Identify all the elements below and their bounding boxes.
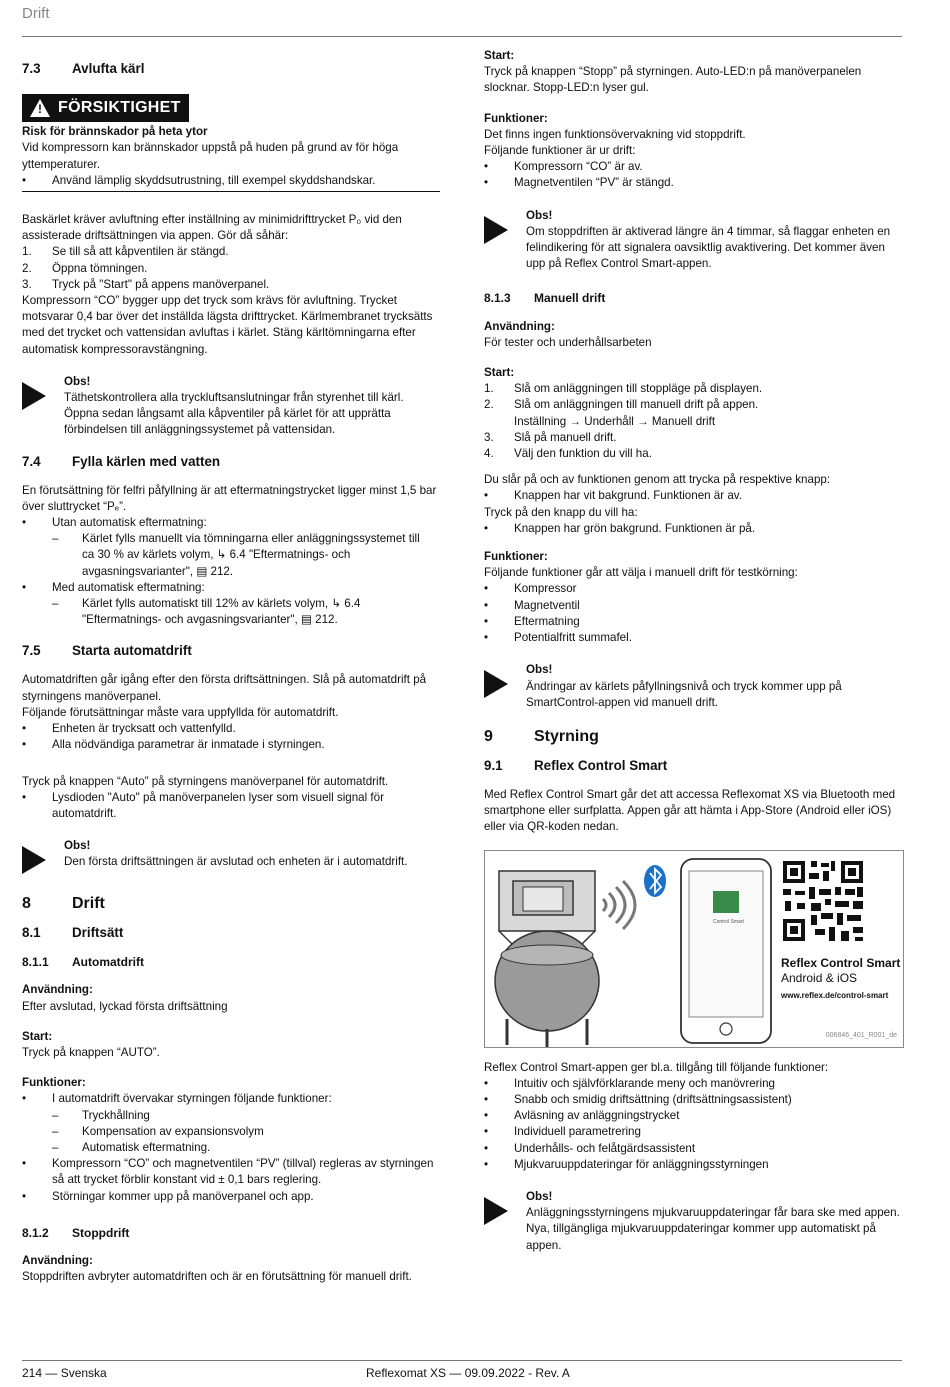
note-box: Obs! Anläggningsstyrningens mjukvaruuppdateringar får bara ske med appen. Nya, tillgängliga mjukvaruuppdateringar kommer upp automatiskt på appen. bbox=[484, 1189, 904, 1254]
warning-text: Vid kompressorn kan brännskador uppstå på huden på grund av för höga yttemperaturer. bbox=[22, 141, 399, 171]
list-item: • Knappen har grön bakgrund. Funktionen är på. bbox=[484, 521, 756, 535]
heading-7-5: 7.5 Starta automatdrift bbox=[22, 643, 192, 659]
label: Start: bbox=[484, 366, 515, 380]
heading-8-1-2: 8.1.2 Stoppdrift bbox=[22, 1225, 130, 1240]
left-column: 7.3 Avlufta kärl ! FÖRSIKTIGHET Risk för brännskador på heta ytor Vid kompressorn kan brännskador uppstå på huden på grund av för höga yttemperaturer. • Använd lämplig skyddsutrustning, till exempel skyddshandskar. Baskärlet kräver avluftning efter inställning av minimidrifttrycket P₀ vid den assisterade driftsättningen via appen. Gör då såhär: 1. Se till så att kåpventilen är stängd. 2. Öppna tömningen. 3. Tryck på "Start" på appens manöverpanel. Kompressorn “CO” bygger upp det tryck som krävs för avluftning. Trycket motsvarar 0,4 bar över det inställda lägsta drifttrycket. Kärlmembranet trycksätts med det trycket och vattensidan avluftas i kärlet. Stäng kärltömningarna efter automatisk kompressoravstängning. Obs! Täthetskontrollera alla tryckluftsanslutningar från styrenhet till kärl. Öppna sedan långsamt alla kåpventiler på kärlet för att upprätta förbindelsen till anläggningssystemet på vattensidan. 7.4 Fylla kärlen med vatten En förutsättning för felfri påfyllning är att eftermatningstrycket ligger minst 1,5 bar över sluttrycket “Pₑ”. • Utan automatisk eftermatning: – Kärlet fylls manuellt via tömningarna eller anläggningssystemet till ca 30 % av kärlets volym, ↳ 6.4 "Eftermatnings- och avgasningsvarianter", ▤ 212. • Med automatisk eftermatning: – Kärlet fylls automatiskt till 12% av kärlets volym, ↳ 6.4 "Eftermatnings- och avgasningsvarianter", ▤ 212. 7.5 Starta automatdrift Automatdriften går igång efter den första driftsättningen. Slå på automatdrift på styrningens manöverpanel. Följande förutsättningar måste vara uppfyllda för automatdrift. • Enheten är trycksatt och vattenfylld. • Alla nödvändiga parametrar är inmatade i styrningen. Tryck på knappen “Auto” på styrningens manöverpanel för automatdrift. • Lysdioden "Auto" på manöverpanelen lyser som visuell signal för automatdrift. Obs! Den första driftsättningen är avslutad och enheten är i automatdrift. 8 Drift 8.1 Driftsätt 8.1.1 Automatdrift Användning: Efter avslutad, lyckad första driftsättning Start: Tryck på knappen “AUTO”. Funktioner: • I automatdrift övervakar styrningen följande funktioner: – Tryckhållning – Kompensation av expansionsvolym – Automatisk eftermatning. • Kompressorn “CO” och magnetventilen “PV” (tillval) regleras av styrningen så att trycket förblir konstant vid ± 0,1 bars reglering. • Störningar kommer upp på manöverpanel och app. 8.1.2 Stoppdrift Användning: Stoppdriften avbryter automatdriften och är en förutsättning för manuell drift. bbox=[22, 48, 440, 1285]
paragraph: Automatdriften går igång efter den första driftsättningen. Slå på automatdrift på styrningens manöverpanel. bbox=[22, 673, 427, 703]
paragraph: Reflex Control Smart-appen ger bl.a. tillgång till följande funktioner: bbox=[484, 1060, 829, 1074]
list-item: • Potentialfritt summafel. bbox=[484, 631, 632, 645]
list-item: • Avläsning av anläggningstrycket bbox=[484, 1109, 680, 1123]
paragraph: Du slår på och av funktionen genom att trycka på respektive knapp: bbox=[484, 473, 831, 487]
list-item: • Kompressorn “CO” och magnetventilen “PV” (tillval) regleras av styrningen så att trycket förblir konstant vid ± 0,1 bars reglering. bbox=[22, 1157, 434, 1187]
step-number: 1. bbox=[484, 382, 494, 396]
figure-title: Reflex Control Smart bbox=[781, 955, 901, 970]
step-list bbox=[484, 381, 904, 462]
figure-illustration bbox=[485, 851, 905, 1049]
list-item: • Enheten är trycksatt och vattenfylld. bbox=[22, 722, 236, 736]
heading-8-1: 8.1 Driftsätt bbox=[22, 925, 124, 941]
list-item: • Utan automatisk eftermatning: bbox=[22, 516, 207, 530]
list-item: • Störningar kommer upp på manöverpanel och app. bbox=[22, 1189, 314, 1203]
paragraph: Tryck på knappen “Stopp” på styrningen. Auto-LED:n på manöverpanelen slocknar. Stopp-LED:n lyser gul. bbox=[484, 65, 862, 95]
figure-caption: 006846_401_R001_de bbox=[825, 1032, 897, 1040]
footer-page-info: 214 — Svenska bbox=[22, 1366, 107, 1380]
list-item: • Lysdioden "Auto" på manöverpanelen lyser som visuell signal för automatdrift. bbox=[22, 790, 384, 820]
step-item bbox=[484, 397, 904, 413]
step-item bbox=[22, 277, 440, 293]
step-number: 3. bbox=[484, 430, 494, 444]
heading-7-4: 7.4 Fylla kärlen med vatten bbox=[22, 453, 221, 469]
step-text: Tryck på "Start" på appens manöverpanel. bbox=[52, 277, 270, 291]
step-number bbox=[484, 414, 514, 430]
label: Funktioner: bbox=[484, 550, 548, 564]
paragraph: Följande funktioner är ur drift: bbox=[484, 144, 636, 158]
list-item: • Snabb och smidig driftsättning (driftsättningsassistent) bbox=[484, 1092, 792, 1106]
step-number: 2. bbox=[484, 398, 494, 412]
list-item: • Knappen har vit bakgrund. Funktionen är av. bbox=[484, 489, 742, 503]
step-item bbox=[484, 430, 904, 446]
list-item: • Magnetventilen “PV” är stängd. bbox=[484, 176, 674, 190]
warning-box bbox=[22, 94, 440, 192]
step-text: Inställning → Underhåll → Manuell drift bbox=[514, 414, 716, 428]
paragraph: Baskärlet kräver avluftning efter inställning av minimidrifttrycket P₀ vid den assisterade driftsättningen via appen. Gör då såhär: bbox=[22, 213, 402, 243]
heading-8-1-1: 8.1.1 Automatdrift bbox=[22, 955, 144, 970]
paragraph: Tryck på knappen “AUTO”. bbox=[22, 1045, 160, 1059]
list-item: • Med automatisk eftermatning: bbox=[22, 580, 205, 594]
bluetooth-icon bbox=[644, 865, 666, 897]
label: Start: bbox=[22, 1029, 53, 1043]
step-item bbox=[22, 244, 440, 260]
note-box: Obs! Den första driftsättningen är avslutad och enheten är i automatdrift. bbox=[22, 838, 440, 874]
paragraph: Det finns ingen funktionsövervakning vid stoppdrift. bbox=[484, 127, 746, 141]
paragraph: En förutsättning för felfri påfyllning är att eftermatningstrycket ligger minst 1,5 bar över sluttrycket “Pₑ”. bbox=[22, 483, 437, 513]
note-arrow-icon bbox=[22, 846, 46, 874]
footer-document-info: Reflexomat XS — 09.09.2022 - Rev. A bbox=[366, 1366, 570, 1380]
paragraph: Stoppdriften avbryter automatdriften och är en förutsättning för manuell drift. bbox=[22, 1270, 412, 1284]
header-rule bbox=[22, 36, 902, 37]
heading-8-1-3: 8.1.3 Manuell drift bbox=[484, 291, 606, 306]
paragraph: Med Reflex Control Smart går det att accessa Reflexomat XS via Bluetooth med smartphone eller surfplatta. Appen går att hämta i App-Store (Android eller iOS) eller via QR-koden nedan. bbox=[484, 787, 896, 834]
phone-app-label: Control Smart bbox=[713, 918, 744, 925]
qr-code-icon bbox=[781, 859, 865, 943]
right-column bbox=[484, 48, 904, 1262]
label: Funktioner: bbox=[22, 1076, 86, 1090]
warning-title: Risk för brännskador på heta ytor bbox=[22, 125, 208, 139]
step-item bbox=[484, 381, 904, 397]
sub-list-item: – Automatisk eftermatning. bbox=[52, 1140, 211, 1154]
step-text: Slå på manuell drift. bbox=[514, 430, 617, 444]
note-arrow-icon bbox=[484, 1197, 508, 1225]
sub-list-item: – Tryckhållning bbox=[52, 1108, 150, 1122]
note-arrow-icon bbox=[22, 382, 46, 410]
step-text: Se till så att kåpventilen är stängd. bbox=[52, 245, 229, 259]
warning-icon bbox=[30, 99, 50, 117]
list-item: • Intuitiv och självförklarande meny och manövrering bbox=[484, 1076, 775, 1090]
label: Funktioner: bbox=[484, 111, 548, 125]
label: Användning: bbox=[22, 1253, 93, 1267]
warning-bullet: • Använd lämplig skyddsutrustning, till exempel skyddshandskar. bbox=[22, 173, 376, 187]
list-item: • I automatdrift övervakar styrningen följande funktioner: bbox=[22, 1092, 332, 1106]
heading-7-3: 7.3 Avlufta kärl bbox=[22, 61, 145, 76]
heading-9-1: 9.1 Reflex Control Smart bbox=[484, 757, 668, 773]
step-number: 1. bbox=[22, 245, 32, 259]
note-arrow-icon bbox=[484, 670, 508, 698]
step-list bbox=[22, 244, 440, 293]
smartphone-icon bbox=[681, 859, 771, 1043]
sub-list-item: – Kompensation av expansionsvolym bbox=[52, 1124, 264, 1138]
wireless-signal-icon bbox=[603, 881, 635, 929]
note-box: Obs! Täthetskontrollera alla tryckluftsanslutningar från styrenhet till kärl. Öppna sedan långsamt alla kåpventiler på kärlet för att upprätta förbindelsen till anläggningssystemet på vattensidan. bbox=[22, 374, 440, 439]
note-arrow-icon bbox=[484, 216, 508, 244]
label: Start: bbox=[484, 49, 515, 62]
list-item: • Magnetventil bbox=[484, 598, 580, 612]
paragraph: Följande förutsättningar måste vara uppfyllda för automatdrift. bbox=[22, 705, 339, 719]
list-item: • Mjukvaruuppdateringar för anläggningsstyrningen bbox=[484, 1157, 769, 1171]
footer-rule bbox=[22, 1360, 902, 1361]
sub-list-item: – Kärlet fylls automatiskt till 12% av kärlets volym, ↳ 6.4 bbox=[52, 597, 361, 611]
heading-9: 9 Styrning bbox=[484, 727, 599, 745]
step-text: Slå om anläggningen till manuell drift på appen. bbox=[514, 398, 759, 412]
figure-url: www.reflex.de/control-smart bbox=[781, 990, 889, 1000]
paragraph: Efter avslutad, lyckad första driftsättning bbox=[22, 999, 228, 1013]
label: Användning: bbox=[484, 319, 555, 333]
step-text: Välj den funktion du vill ha. bbox=[514, 447, 652, 461]
list-item: • Kompressor bbox=[484, 582, 577, 596]
step-number: 4. bbox=[484, 447, 494, 461]
paragraph: För tester och underhållsarbeten bbox=[484, 335, 652, 349]
label: Användning: bbox=[22, 983, 93, 997]
list-item: • Underhålls- och felåtgärdsassistent bbox=[484, 1141, 696, 1155]
step-number: 2. bbox=[22, 261, 32, 275]
sub-list-item: – Kärlet fylls manuellt via tömningarna eller anläggningssystemet till bbox=[52, 532, 420, 546]
reflex-control-smart-figure bbox=[484, 850, 904, 1048]
step-item bbox=[484, 446, 904, 462]
heading-8: 8 Drift bbox=[22, 895, 105, 913]
list-item: • Alla nödvändiga parametrar är inmatade i styrningen. bbox=[22, 738, 325, 752]
paragraph: Kompressorn “CO” bygger upp det tryck som krävs för avluftning. Trycket motsvarar 0,4 bar över det inställda lägsta drifttrycket. Kärlmembranet trycksätts med det trycket och vattensidan avluftas i kärlet. Stäng kärltömningarna efter automatisk kompressoravstängning. bbox=[22, 294, 433, 356]
paragraph: Tryck på den knapp du vill ha: bbox=[484, 505, 638, 519]
step-item bbox=[484, 414, 904, 430]
paragraph: Följande funktioner går att välja i manuell drift för testkörning: bbox=[484, 566, 798, 580]
step-text: Slå om anläggningen till stoppläge på displayen. bbox=[514, 382, 763, 396]
step-number: 3. bbox=[22, 277, 32, 291]
list-item: • Eftermatning bbox=[484, 614, 580, 628]
step-text: Öppna tömningen. bbox=[52, 261, 148, 275]
vessel-icon bbox=[495, 871, 599, 1047]
warning-badge: ! FÖRSIKTIGHET bbox=[22, 94, 189, 122]
step-item bbox=[22, 261, 440, 277]
note-box: Obs! Om stoppdriften är aktiverad längre än 4 timmar, så flaggar enheten en felindikering för att signalera oavsiktlig avaktivering. Det kommer även upp på Reflex Control Smart-appen. bbox=[484, 208, 904, 273]
figure-subtitle: Android & iOS bbox=[781, 970, 858, 985]
note-box: Obs! Ändringar av kärlets påfyllningsnivå och tryck kommer upp på SmartControl-appen vid manuell drift. bbox=[484, 662, 904, 711]
running-header: Drift bbox=[22, 5, 50, 22]
list-item: • Individuell parametrering bbox=[484, 1125, 641, 1139]
paragraph: Tryck på knappen “Auto” på styrningens manöverpanel för automatdrift. bbox=[22, 774, 389, 788]
list-item: • Kompressorn “CO” är av. bbox=[484, 160, 643, 174]
